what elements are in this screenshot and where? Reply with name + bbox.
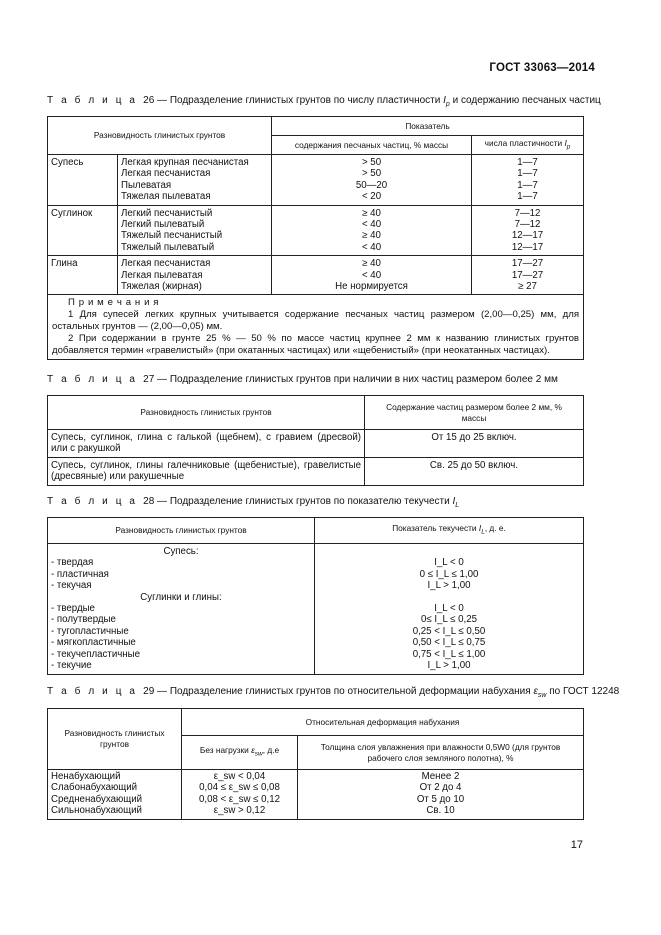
symbol: I	[443, 95, 446, 106]
table-26-sand-col	[272, 256, 472, 295]
table-29-value-col	[182, 770, 298, 820]
consistency-kind: - текучепластичные	[51, 648, 140, 660]
plasticity-index: 7—12	[514, 207, 541, 219]
table-label: Т а б л и ц а	[47, 374, 138, 385]
table-29-head-def: Относительная деформация набухания	[182, 709, 584, 736]
table-26-group-name: Супесь	[48, 155, 118, 206]
sand-content: 50—20	[355, 179, 388, 191]
table-26-head-sand: содержания песчаных частиц, % массы	[272, 136, 472, 155]
soil-kind: Легкая песчанистая	[121, 168, 211, 180]
table-26-head-indicator: Показатель	[272, 117, 584, 136]
table-26-group-name: Глина	[48, 256, 118, 295]
swelling-kind: Сильнонабухающий	[51, 805, 142, 817]
plasticity-index: 17—27	[511, 269, 544, 281]
layer-thickness: От 2 до 4	[419, 782, 462, 794]
soil-kind: Тяжелая пылеватая	[121, 191, 211, 203]
consistency-kind: - текучая	[51, 580, 92, 592]
liquidity-value: 0 ≤ I_L ≤ 1,00	[419, 568, 479, 580]
liquidity-value: I_L > 1,00	[427, 580, 471, 592]
layer-thickness: Менее 2	[421, 771, 460, 782]
soil-kind: Легкий пылеватый	[121, 218, 205, 230]
table-27-row-value: От 15 до 25 включ.	[365, 430, 584, 458]
swelling-kind: Средненабухающий	[51, 793, 143, 805]
table-label: Т а б л и ц а	[47, 686, 138, 697]
soil-kind: Легкая песчанистая	[121, 258, 211, 270]
table-27-row-kind: Супесь, суглинок, глины галечниковые (щебенистые), гравелистые (дресвяные) или ракушечные	[48, 457, 365, 485]
sand-content: < 40	[361, 269, 382, 281]
plasticity-index: 7—12	[514, 218, 541, 230]
plasticity-index: 12—17	[511, 241, 544, 253]
table-29-head-thick: Толщина слоя увлажнения при влажности 0,5W0 (для грунтов рабочего слоя земляного полотна), %	[298, 736, 584, 770]
liquidity-value: 0,75 < I_L ≤ 1,00	[412, 648, 486, 660]
soil-kind: Пылеватая	[121, 179, 172, 191]
soil-kind: Легкий песчанистый	[121, 207, 213, 219]
sand-content: ≥ 40	[362, 207, 381, 219]
soil-kind: Тяжелый пылеватый	[121, 241, 215, 253]
table-28-caption	[47, 496, 459, 509]
table-26-kind-col	[118, 205, 272, 256]
table-26-ip-col	[472, 155, 584, 206]
plasticity-index: 17—27	[511, 258, 544, 270]
plasticity-index: 1—7	[517, 168, 538, 180]
table-27	[47, 395, 584, 486]
table-29-thick-col	[298, 770, 584, 820]
consistency-kind: - твердые	[51, 602, 95, 614]
table-28-head-kind: Разновидность глинистых грунтов	[48, 518, 315, 544]
table-26-kind-col	[118, 256, 272, 295]
table-26-group-name: Суглинок	[48, 205, 118, 256]
table-28-kind-col	[48, 544, 315, 675]
sand-content: < 40	[361, 241, 382, 253]
sand-content: < 40	[361, 218, 382, 230]
sand-content: > 50	[361, 168, 382, 180]
table-29-title: 29 — Подразделение глинистых грунтов по относительной деформации набухания	[143, 686, 531, 697]
swelling-kind: Слабонабухающий	[51, 782, 138, 794]
table-26	[47, 116, 584, 360]
symbol-sub: p	[445, 101, 450, 108]
soil-kind: Тяжелая (жирная)	[121, 280, 202, 292]
table-26-title-tail: и содержанию песчаных частиц	[452, 95, 601, 106]
table-29-head-kind: Разновидность глинистых грунтов	[48, 709, 182, 770]
sand-content: > 50	[361, 157, 382, 168]
swelling-kind: Ненабухающий	[51, 771, 121, 782]
table-27-row-value: Св. 25 до 50 включ.	[365, 457, 584, 485]
swelling-value: 0,04 ≤ ε_sw ≤ 0,08	[199, 782, 280, 794]
swelling-value: 0,08 < ε_sw ≤ 0,12	[199, 793, 280, 805]
table-28-value-col	[315, 544, 584, 675]
table-27-head-content: Содержание частиц размером более 2 мм, % массы	[365, 396, 584, 430]
table-26-head-kind: Разновидность глинистых грунтов	[48, 117, 272, 155]
table-28-head-index: Показатель текучести $I_L$, д. е.	[315, 518, 584, 544]
table-29-title-tail: по ГОСТ 12248	[549, 686, 620, 697]
table-29	[47, 708, 584, 820]
table-27-caption	[47, 374, 558, 385]
table-26-head-plast: числа пластичности $I_p$	[472, 136, 584, 155]
plasticity-index: 1—7	[517, 157, 538, 168]
layer-thickness: Св. 10	[426, 805, 455, 817]
table-27-head-kind: Разновидность глинистых грунтов	[48, 396, 365, 430]
note-1: 1 Для супесей легких крупных учитывается содержание песчаных частиц размером (2,00—0,25) мм, для остальных грунтов — (2,00—0,05) мм.	[52, 309, 580, 333]
table-26-ip-col	[472, 256, 584, 295]
table-26-ip-col	[472, 205, 584, 256]
plasticity-index: 1—7	[517, 191, 538, 203]
consistency-kind: - мягкопластичные	[51, 637, 136, 649]
table-label: Т а б л и ц а	[47, 496, 138, 507]
swelling-value: ε_sw > 0,12	[213, 805, 266, 817]
table-29-kind-col	[48, 770, 182, 820]
group-label: Суглинки и глины:	[140, 591, 222, 603]
standard-number: ГОСТ 33063—2014	[489, 62, 595, 74]
liquidity-value: 0,50 < I_L ≤ 0,75	[412, 637, 486, 649]
consistency-kind: - твердая	[51, 557, 94, 569]
soil-kind: Легкая пылеватая	[121, 269, 203, 281]
soil-kind: Легкая крупная песчанистая	[121, 157, 249, 168]
sand-content: ≥ 40	[362, 258, 381, 270]
table-label: Т а б л и ц а	[47, 95, 138, 106]
table-27-title: 27 — Подразделение глинистых грунтов при наличии в них частиц размером более 2 мм	[143, 374, 558, 385]
table-27-row-kind: Супесь, суглинок, глина с галькой (щебнем), с гравием (дресвой) или с ракушкой	[48, 430, 365, 458]
sand-content: ≥ 40	[362, 230, 381, 242]
symbol-sub: sw	[537, 692, 547, 699]
plasticity-index: ≥ 27	[518, 280, 537, 292]
layer-thickness: От 5 до 10	[416, 793, 465, 805]
soil-kind: Тяжелый песчанистый	[121, 230, 223, 242]
table-28	[47, 517, 584, 675]
liquidity-value: I_L < 0	[434, 602, 464, 614]
group-label: Супесь:	[163, 546, 199, 557]
liquidity-value: 0,25 < I_L ≤ 0,50	[412, 625, 486, 637]
plasticity-index: 12—17	[511, 230, 544, 242]
consistency-kind: - текучие	[51, 659, 92, 671]
consistency-kind: - тугопластичные	[51, 625, 129, 637]
table-29-head-noload: Без нагрузки $\varepsilon_{sw}$, д.е	[182, 736, 298, 770]
table-26-sand-col	[272, 155, 472, 206]
plasticity-index: 1—7	[517, 179, 538, 191]
table-28-title: 28 — Подразделение глинистых грунтов по показателю текучести	[143, 496, 450, 507]
table-26-caption	[47, 95, 601, 108]
note-2: 2 При содержании в грунте 25 % — 50 % по массе частиц крупнее 2 мм к названию глинистых грунтов добавляется термин «гравелистый» (при окатанных частицах) или «щебенистый» (при неокатанных частицах).	[52, 333, 580, 357]
table-26-kind-col	[118, 155, 272, 206]
liquidity-value: I_L < 0	[434, 557, 464, 569]
symbol-sub: L	[455, 502, 460, 509]
liquidity-value: 0≤ I_L ≤ 0,25	[420, 614, 478, 626]
sand-content: < 20	[361, 191, 382, 203]
sand-content: Не нормируется	[335, 280, 408, 292]
page-number: 17	[570, 839, 583, 851]
table-26-sand-col	[272, 205, 472, 256]
liquidity-value: I_L > 1,00	[427, 659, 471, 671]
table-29-caption	[47, 686, 619, 699]
table-26-title: 26 — Подразделение глинистых грунтов по числу пластичности	[143, 95, 441, 106]
symbol: ε	[533, 686, 538, 697]
swelling-value: ε_sw < 0,04	[213, 771, 266, 782]
consistency-kind: - пластичная	[51, 568, 109, 580]
notes-title: П р и м е ч а н и я	[68, 297, 160, 309]
consistency-kind: - полутвердые	[51, 614, 116, 626]
table-26-notes	[48, 295, 584, 360]
symbol: I	[452, 496, 456, 507]
